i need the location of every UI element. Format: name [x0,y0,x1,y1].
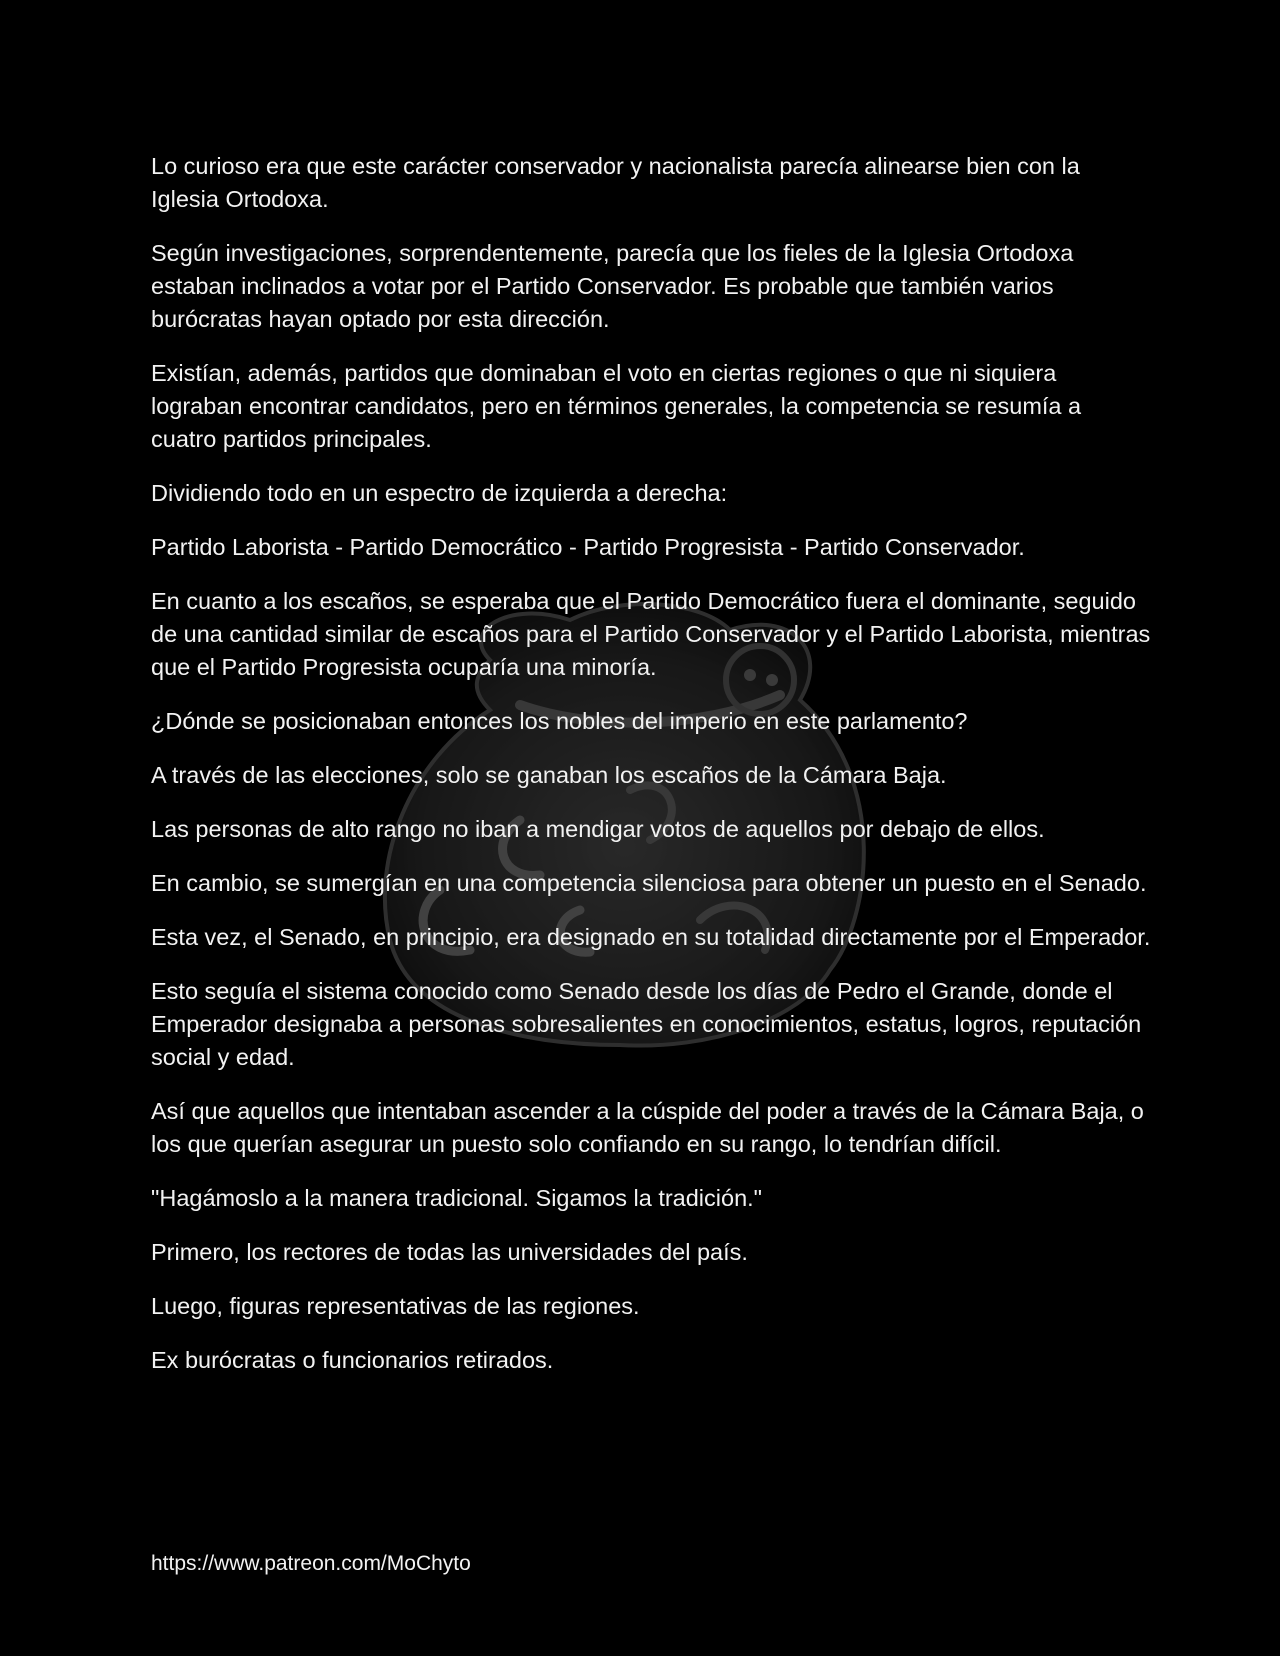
paragraph: Partido Laborista - Partido Democrático - Partido Progresista - Partido Conservador. [151,534,1025,560]
paragraph: Así que aquellos que intentaban ascender a la cúspide del poder a través de la Cámara Baja, o los que querían asegurar un puesto solo confiando en su rango, lo tendrían difícil. [151,1098,1144,1157]
paragraph: "Hagámoslo a la manera tradicional. Sigamos la tradición." [151,1185,763,1211]
paragraph: En cambio, se sumergían en una competencia silenciosa para obtener un puesto en el Senado. [151,870,1147,896]
patreon-link[interactable]: https://www.patreon.com/MoChyto [151,1552,471,1575]
paragraph: Esto seguía el sistema conocido como Senado desde los días de Pedro el Grande, donde el Emperador designaba a personas sobresalientes en conocimientos, estatus, logros, reputación social y edad. [151,978,1142,1070]
paragraph: ¿Dónde se posicionaban entonces los nobles del imperio en este parlamento? [151,708,968,734]
paragraph: Según investigaciones, sorprendentemente, parecía que los fieles de la Iglesia Ortodoxa estaban inclinados a votar por el Partido Conservador. Es probable que también varios burócratas hayan optado por esta dirección. [151,240,1074,332]
paragraph: Primero, los rectores de todas las universidades del país. [151,1239,748,1265]
paragraph: Las personas de alto rango no iban a mendigar votos de aquellos por debajo de ellos. [151,816,1045,842]
paragraph: Dividiendo todo en un espectro de izquierda a derecha: [151,480,728,506]
paragraph: Lo curioso era que este carácter conservador y nacionalista parecía alinearse bien con la Iglesia Ortodoxa. [151,153,1080,212]
paragraph: Esta vez, el Senado, en principio, era designado en su totalidad directamente por el Emperador. [151,924,1151,950]
paragraph: En cuanto a los escaños, se esperaba que el Partido Democrático fuera el dominante, seguido de una cantidad similar de escaños para el Partido Conservador y el Partido Laborista, mientras que el Partido Progresista ocuparía una minoría. [151,588,1151,680]
paragraph: Ex burócratas o funcionarios retirados. [151,1347,554,1373]
paragraph: A través de las elecciones, solo se ganaban los escaños de la Cámara Baja. [151,762,947,788]
paragraph: Luego, figuras representativas de las regiones. [151,1293,640,1319]
document-body [151,150,1151,1398]
paragraph: Existían, además, partidos que dominaban el voto en ciertas regiones o que ni siquiera lograban encontrar candidatos, pero en términos generales, la competencia se resumía a cuatro partidos principales. [151,360,1082,452]
